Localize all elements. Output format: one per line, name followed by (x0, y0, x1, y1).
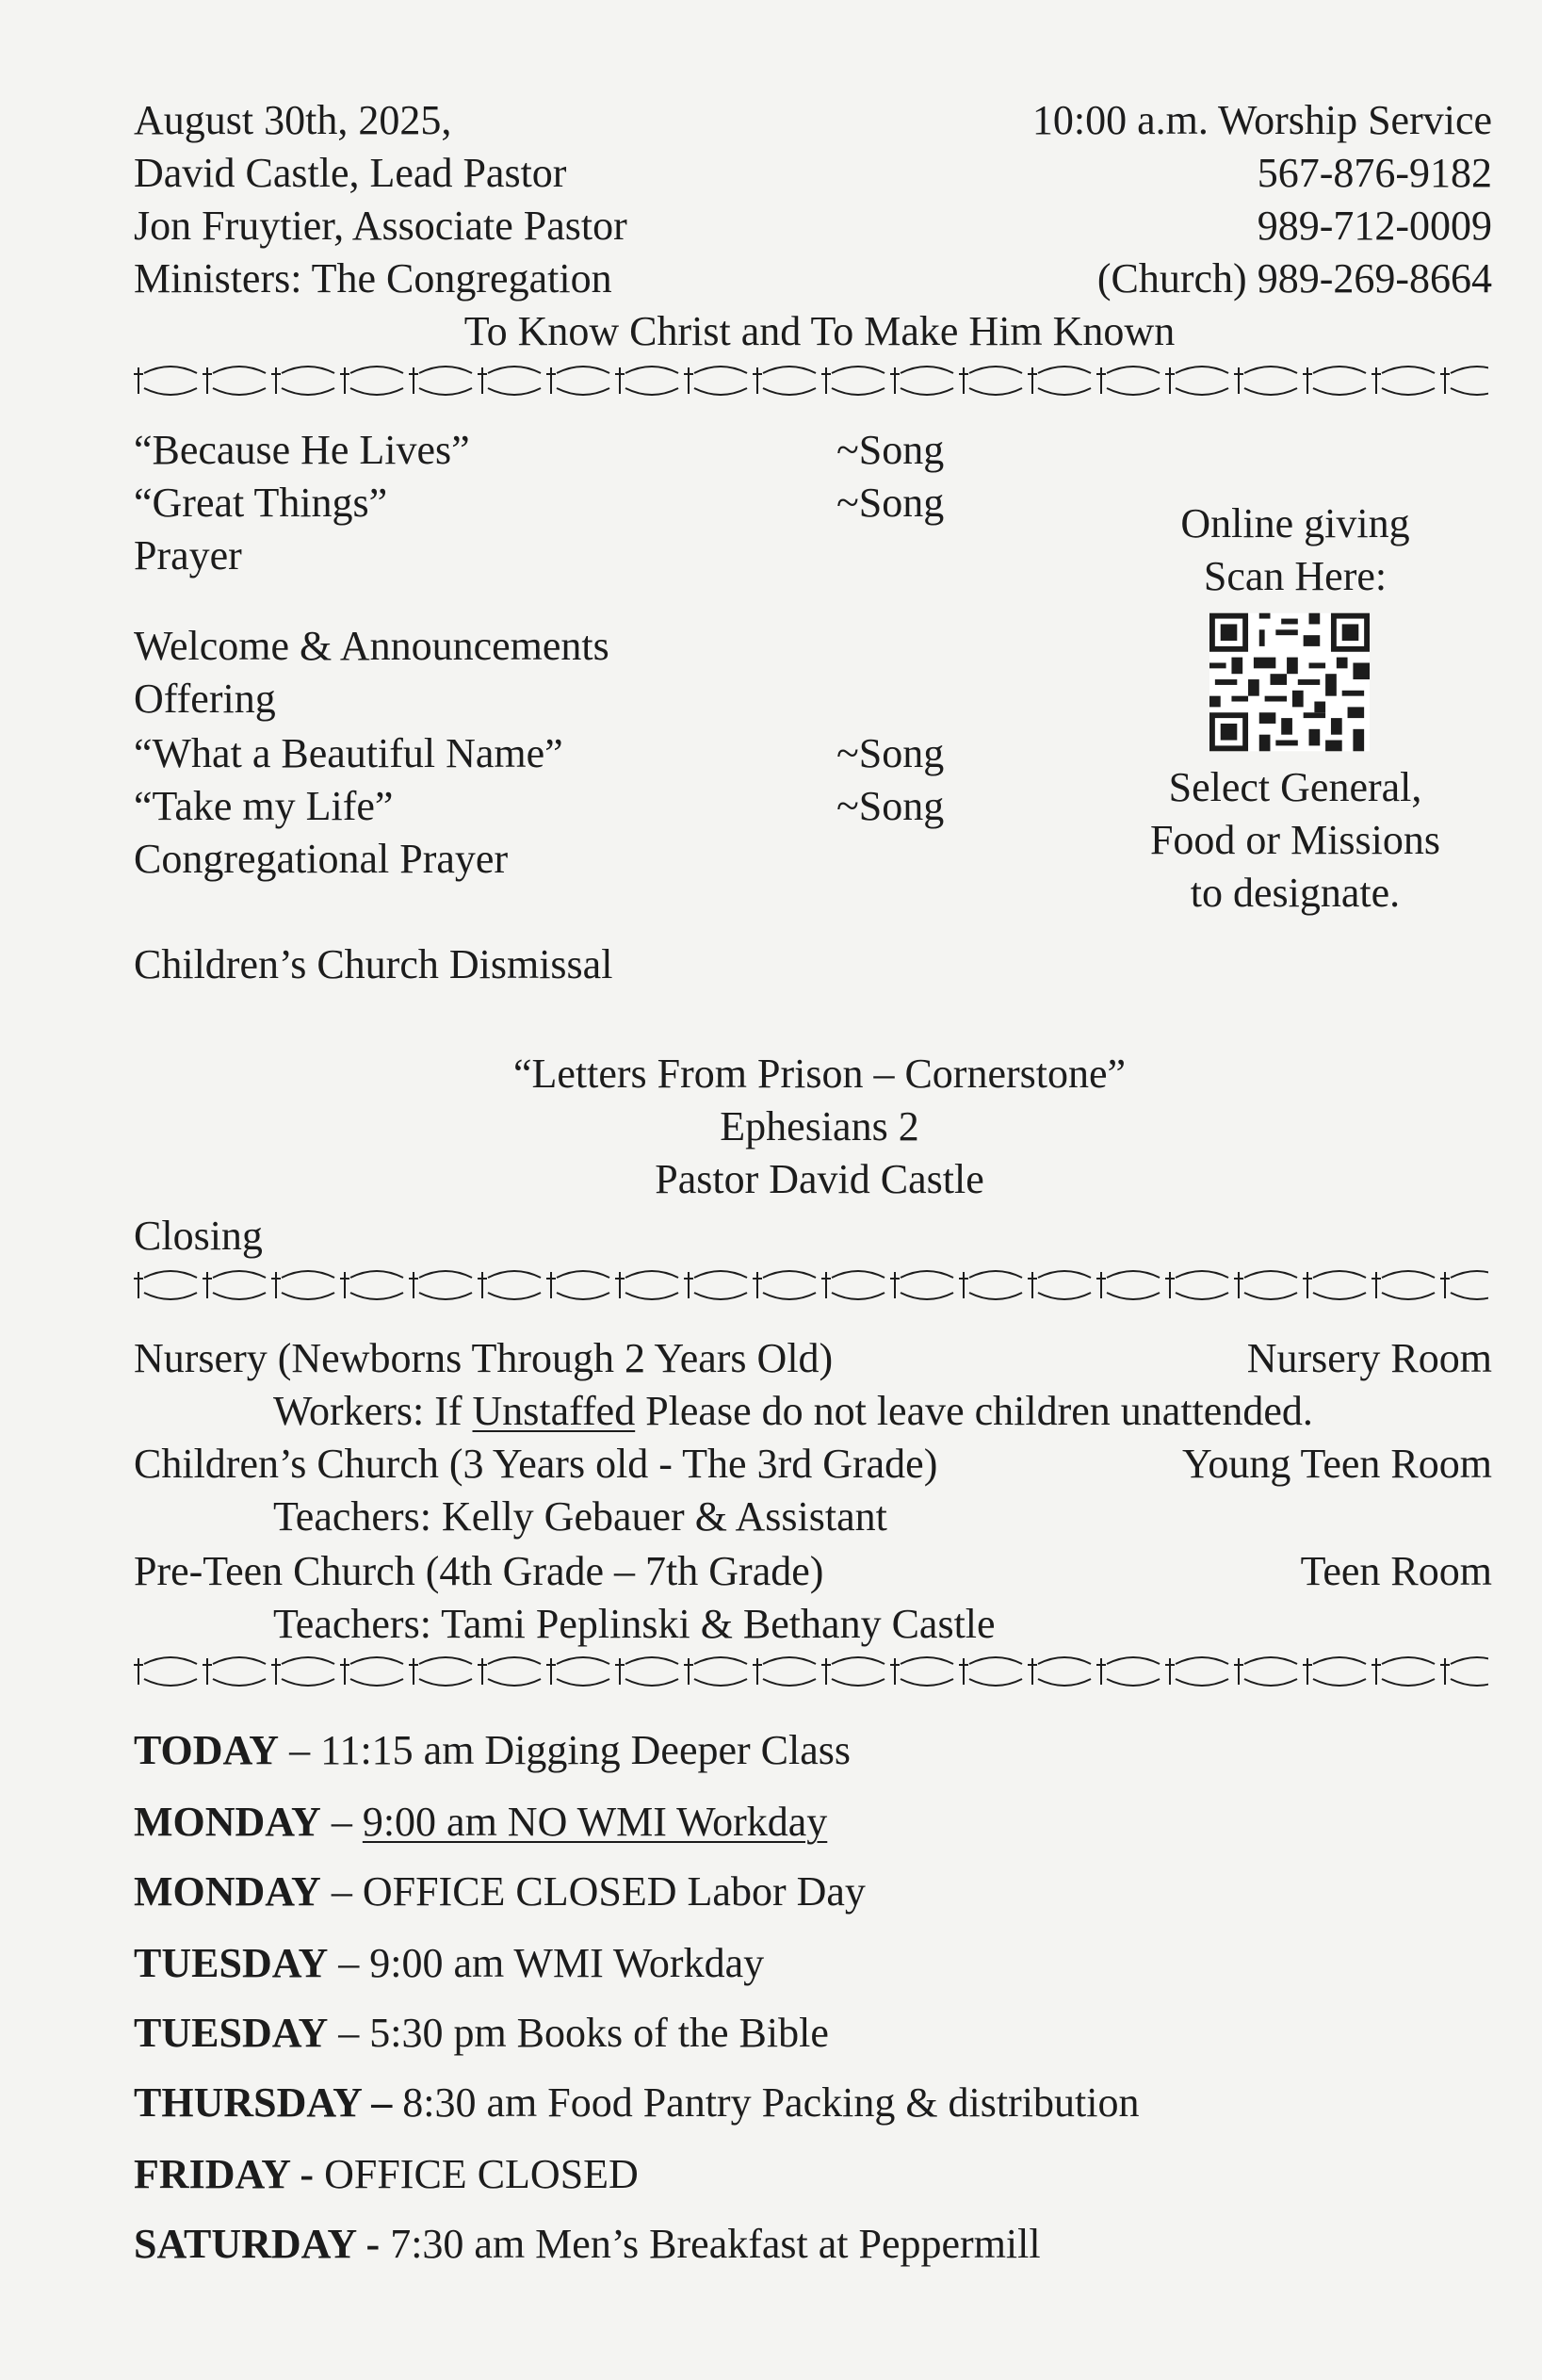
song-2-title: “Great Things” (134, 480, 388, 526)
prayer: Prayer (134, 532, 242, 579)
lead-pastor: David Castle, Lead Pastor (134, 150, 567, 196)
song-1-title: “Because He Lives” (134, 427, 470, 473)
lead-pastor-phone: 567-876-9182 (1257, 150, 1492, 196)
childrens-church-dismissal: Children’s Church Dismissal (134, 941, 613, 987)
childrens-church-label: Children’s Church (3 Years old - The 3rd Grade) (134, 1441, 938, 1487)
schedule-item: FRIDAY - OFFICE CLOSED (134, 2151, 639, 2197)
sermon-scripture: Ephesians 2 (720, 1103, 919, 1149)
ministers: Ministers: The Congregation (134, 255, 612, 302)
sermon-preacher: Pastor David Castle (655, 1156, 984, 1202)
schedule-item: TODAY – 11:15 am Digging Deeper Class (134, 1727, 852, 1773)
nursery-workers: Workers: If Unstaffed Please do not leave children unattended. (273, 1388, 1313, 1434)
service-date: August 30th, 2025, (134, 97, 452, 143)
giving-line-4: Food or Missions (1149, 817, 1441, 863)
giving-line-1: Online giving (1180, 500, 1410, 546)
church-phone: (Church) 989-269-8664 (1096, 255, 1492, 302)
preteen-church-label: Pre-Teen Church (4th Grade – 7th Grade) (134, 1548, 824, 1594)
associate-pastor-phone: 989-712-0009 (1257, 203, 1492, 249)
schedule-item: TUESDAY – 9:00 am WMI Workday (134, 1940, 765, 1986)
cross-divider (132, 1263, 1488, 1308)
church-motto: To Know Christ and To Make Him Known (463, 308, 1176, 354)
preteen-church-room: Teen Room (1300, 1548, 1492, 1594)
associate-pastor: Jon Fruytier, Associate Pastor (134, 203, 627, 249)
service-time: 10:00 a.m. Worship Service (1031, 97, 1492, 143)
song-1-label: ~Song (836, 427, 945, 473)
schedule-item: THURSDAY – 8:30 am Food Pantry Packing & distribution (134, 2079, 1140, 2126)
qr-code[interactable] (1209, 612, 1370, 752)
giving-line-3: Select General, (1168, 764, 1422, 810)
nursery-room: Nursery Room (1246, 1335, 1492, 1381)
schedule-item: MONDAY – OFFICE CLOSED Labor Day (134, 1868, 866, 1915)
song-4-title: “Take my Life” (134, 783, 394, 829)
song-3-label: ~Song (836, 730, 945, 776)
giving-line-5: to designate. (1190, 870, 1401, 916)
schedule-item: SATURDAY - 7:30 am Men’s Breakfast at Peppermill (134, 2221, 1041, 2267)
childrens-church-teachers: Teachers: Kelly Gebauer & Assistant (273, 1493, 887, 1540)
schedule-item: TUESDAY – 5:30 pm Books of the Bible (134, 2010, 829, 2056)
cross-divider (132, 1649, 1488, 1694)
childrens-church-room: Young Teen Room (1181, 1441, 1492, 1487)
schedule-item: MONDAY – 9:00 am NO WMI Workday (134, 1799, 828, 1845)
sermon-title: “Letters From Prison – Cornerstone” (512, 1051, 1127, 1097)
congregational-prayer: Congregational Prayer (134, 836, 509, 882)
closing: Closing (134, 1213, 263, 1259)
song-4-label: ~Song (836, 783, 945, 829)
song-2-label: ~Song (836, 480, 945, 526)
preteen-church-teachers: Teachers: Tami Peplinski & Bethany Castle (273, 1601, 996, 1647)
nursery-label: Nursery (Newborns Through 2 Years Old) (134, 1335, 834, 1381)
welcome-announcements: Welcome & Announcements (134, 623, 609, 669)
song-3-title: “What a Beautiful Name” (134, 730, 563, 776)
offering: Offering (134, 676, 276, 722)
giving-line-2: Scan Here: (1203, 553, 1388, 599)
cross-divider (132, 358, 1488, 403)
